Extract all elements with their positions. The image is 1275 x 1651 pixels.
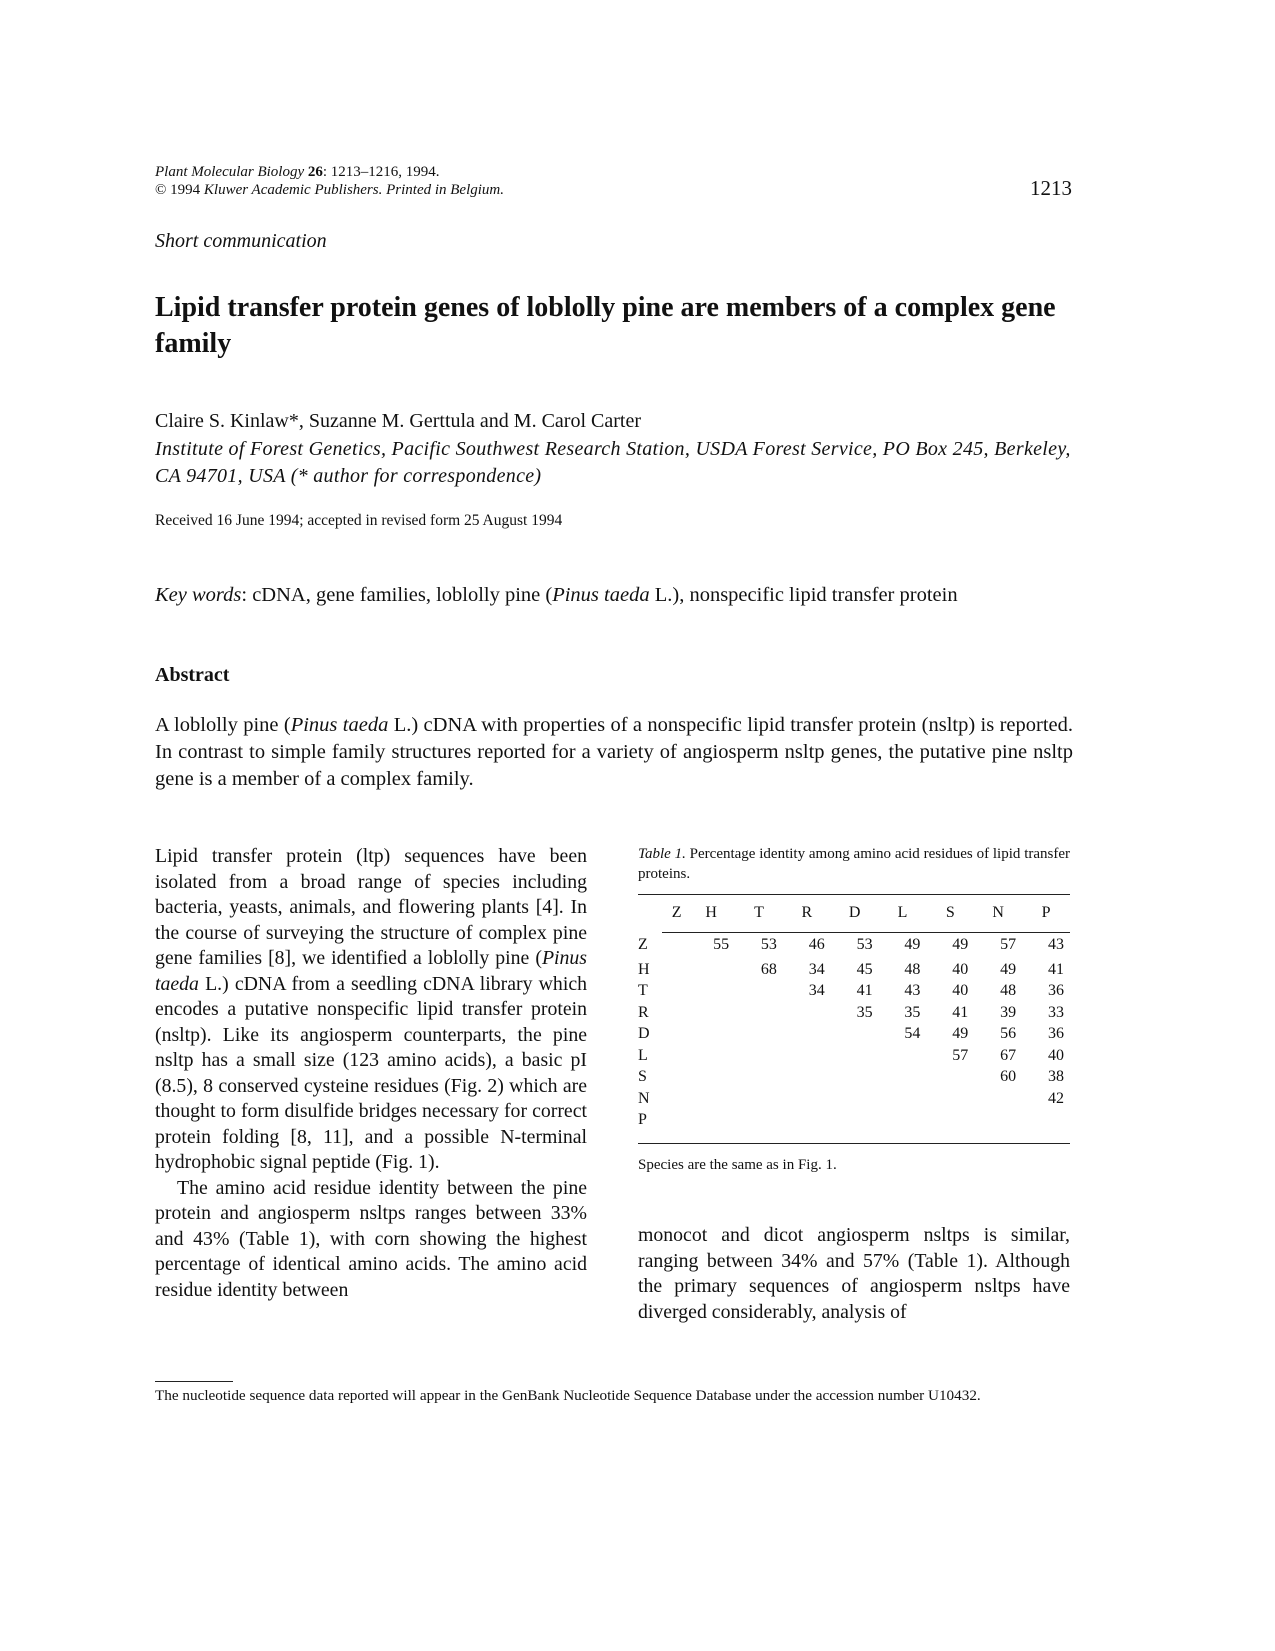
table-cell: 34 <box>808 960 825 978</box>
table-cell: 67 <box>1000 1046 1017 1064</box>
table-cell <box>666 1024 687 1046</box>
table-cell <box>783 1088 831 1110</box>
table-cell: 49 <box>904 936 921 953</box>
table-cell <box>687 1024 735 1046</box>
column-header: N <box>992 904 1004 921</box>
table-cell: 49 <box>1000 960 1017 978</box>
table-cell: 53 <box>760 936 777 953</box>
table-cell: 42 <box>1048 1089 1064 1107</box>
page-number: 1213 <box>1030 176 1072 200</box>
table-cell <box>666 959 687 981</box>
table-cell <box>666 931 687 959</box>
table-cell <box>783 1110 831 1132</box>
column-header: H <box>705 904 717 921</box>
table-cell: 41 <box>1048 960 1064 978</box>
table-cell: 49 <box>952 936 969 953</box>
table-cell: 56 <box>1000 1025 1017 1043</box>
table-cell <box>926 1110 974 1132</box>
table-row <box>638 1067 1070 1089</box>
table-cell: 33 <box>1048 1003 1064 1021</box>
table-cell: 40 <box>1048 1046 1064 1064</box>
table-cell <box>735 1002 783 1024</box>
table-cell: 57 <box>952 1046 969 1064</box>
table-cell <box>879 1110 927 1132</box>
table-cell: 40 <box>952 960 969 978</box>
table-corner <box>638 895 666 931</box>
table-row <box>638 1024 1070 1046</box>
table-cell <box>926 1067 974 1089</box>
table-cell <box>687 981 735 1003</box>
table-cell: 48 <box>1000 982 1017 1000</box>
table-label: Table 1. <box>638 846 686 862</box>
row-header: R <box>638 1003 649 1021</box>
table-cell <box>687 959 735 981</box>
table-cell: 53 <box>856 936 873 953</box>
journal-volume: 26 <box>307 164 323 180</box>
table-cell <box>879 1067 927 1089</box>
table-cell: 43 <box>1048 936 1064 953</box>
column-header: Z <box>671 904 682 921</box>
table-cell <box>666 981 687 1003</box>
table-cell <box>735 981 783 1003</box>
table-cell: 36 <box>1048 1025 1064 1043</box>
table-cell: 34 <box>808 982 825 1000</box>
column-header: T <box>754 904 764 921</box>
table-cell: 35 <box>856 1003 873 1021</box>
table-cell: 41 <box>952 1003 969 1021</box>
table-cell: 68 <box>760 960 777 978</box>
table-cell <box>735 1067 783 1089</box>
table-cell: 43 <box>904 982 921 1000</box>
table-row <box>638 931 1070 959</box>
column-header: S <box>945 904 955 921</box>
table-cell: 48 <box>904 960 921 978</box>
journal-pages: : 1213–1216, 1994. <box>322 164 440 180</box>
row-header: D <box>638 1025 650 1043</box>
table-cell <box>926 1088 974 1110</box>
row-header: N <box>638 1089 650 1107</box>
column-header: L <box>897 904 908 921</box>
table-cell <box>735 1045 783 1067</box>
article-title: Lipid transfer protein genes of loblolly pine are members of a complex gene family <box>155 292 1056 359</box>
table-cell <box>735 1088 783 1110</box>
table-body <box>638 931 1070 1131</box>
table-cell <box>974 1088 1022 1110</box>
table-cell <box>783 1067 831 1089</box>
row-header: H <box>638 960 650 978</box>
column-header: R <box>801 904 813 921</box>
table-cell <box>666 1088 687 1110</box>
table-cell: 55 <box>713 936 730 953</box>
table-cell: 57 <box>1000 936 1017 953</box>
table-cell <box>831 1045 879 1067</box>
row-header: T <box>638 982 648 1000</box>
table-cell <box>974 1110 1022 1132</box>
table-cell <box>831 1110 879 1132</box>
section-label: Short communication <box>155 230 327 252</box>
table-cell: 46 <box>808 936 825 953</box>
table-cell <box>666 1110 687 1132</box>
table-cell: 54 <box>904 1025 921 1043</box>
journal-name: Plant Molecular Biology <box>155 164 305 180</box>
table-cell <box>783 1024 831 1046</box>
table-cell <box>687 1088 735 1110</box>
table-cell <box>783 1045 831 1067</box>
keywords: Key words: cDNA, gene families, loblolly pine (Pinus taeda L.), nonspecific lipid transfer protein <box>155 584 958 606</box>
table-cell: 38 <box>1048 1068 1064 1086</box>
table-cell: 40 <box>952 982 969 1000</box>
table-cell <box>666 1002 687 1024</box>
abstract-text: A loblolly pine (Pinus taeda L.) cDNA with properties of a nonspecific lipid transfer protein (nsltp) is reported. In contrast to simple family structures reported for a variety of angiosperm nsltp genes, the putative pine nsltp gene is a member of a complex family. <box>155 714 1074 790</box>
table-cell <box>831 1067 879 1089</box>
table-cell: 35 <box>904 1003 921 1021</box>
table-cell <box>687 1110 735 1132</box>
table-row <box>638 959 1070 981</box>
table-row <box>638 1088 1070 1110</box>
column-header: D <box>848 904 861 921</box>
table-row <box>638 981 1070 1003</box>
table-footnote: Species are the same as in Fig. 1. <box>638 1157 837 1173</box>
table-cell <box>879 1088 927 1110</box>
table-cell: 36 <box>1048 982 1064 1000</box>
row-header: Z <box>638 936 648 953</box>
body-paragraph-1: Lipid transfer protein (ltp) sequences have been isolated from a broad range of species including bacteria, yeasts, animals, and flowering plants [4]. In the course of surveying the structure of complex pine gene families [8], we identified a loblolly pine (Pinus taeda L.) cDNA from a seedling cDNA library which encodes a putative nonspecific lipid transfer protein (nsltp). Like its angiosperm counterparts, the pine nsltp has a small size (123 amino acids), a basic pI (8.5), 8 conserved cysteine residues (Fig. 2) which are thought to form disulfide bridges necessary for correct protein folding [8, 11], and a possible N-terminal hydrophobic signal peptide (Fig. 1). <box>155 845 587 1173</box>
table-cell <box>831 1024 879 1046</box>
table-cell <box>735 1110 783 1132</box>
column-header: P <box>1041 904 1051 921</box>
table-header-row <box>638 895 1070 931</box>
table-cell <box>687 1067 735 1089</box>
table-cell <box>1022 1110 1070 1132</box>
affiliation: Institute of Forest Genetics, Pacific Southwest Research Station, USDA Forest Service, PO Box 245, Berkeley, CA 94701, USA (* author for correspondence) <box>155 438 1071 487</box>
abstract-heading: Abstract <box>155 664 230 686</box>
identity-table <box>638 895 1070 1131</box>
table-cell <box>687 1045 735 1067</box>
table-cell <box>666 1045 687 1067</box>
table-cell <box>831 1088 879 1110</box>
table-cell <box>735 1024 783 1046</box>
table-cell: 41 <box>856 982 873 1000</box>
table-cell: 45 <box>856 960 873 978</box>
journal-citation <box>155 163 504 199</box>
table-caption: Table 1. Percentage identity among amino acid residues of lipid transfer proteins. <box>638 846 1070 882</box>
authors: Claire S. Kinlaw*, Suzanne M. Gerttula and M. Carol Carter <box>155 410 641 432</box>
table-cell <box>687 1002 735 1024</box>
received-dates: Received 16 June 1994; accepted in revised form 25 August 1994 <box>155 512 563 529</box>
table-row <box>638 1110 1070 1132</box>
table-cell: 39 <box>1000 1003 1017 1021</box>
table-row <box>638 1002 1070 1024</box>
page-footnote: The nucleotide sequence data reported will appear in the GenBank Nucleotide Sequence Database under the accession number U10432. <box>155 1387 981 1404</box>
table-cell <box>879 1045 927 1067</box>
keywords-label: Key words <box>155 584 242 606</box>
body-right-column: monocot and dicot angiosperm nsltps is similar, ranging between 34% and 57% (Table 1). Although the primary sequences of angiosperm nsltps have diverged considerably, analysis of <box>638 1224 1070 1323</box>
table-cell: 49 <box>952 1025 969 1043</box>
row-header: P <box>638 1111 647 1129</box>
table-row <box>638 1045 1070 1067</box>
table-cell <box>666 1067 687 1089</box>
row-header: L <box>638 1046 648 1064</box>
body-paragraph-2: The amino acid residue identity between the pine protein and angiosperm nsltps ranges between 33% and 43% (Table 1), with corn showing the highest percentage of identical amino acids. The amino acid residue identity between <box>155 1176 587 1301</box>
publisher: Kluwer Academic Publishers. Printed in Belgium. <box>203 182 505 198</box>
body-left-column <box>155 844 587 1303</box>
table-cell: 60 <box>1000 1068 1017 1086</box>
copyright: © 1994 <box>155 182 201 198</box>
table-bottom-rule <box>638 1143 1070 1144</box>
table-cell <box>783 1002 831 1024</box>
row-header: S <box>638 1068 647 1086</box>
footnote-rule <box>155 1381 233 1382</box>
